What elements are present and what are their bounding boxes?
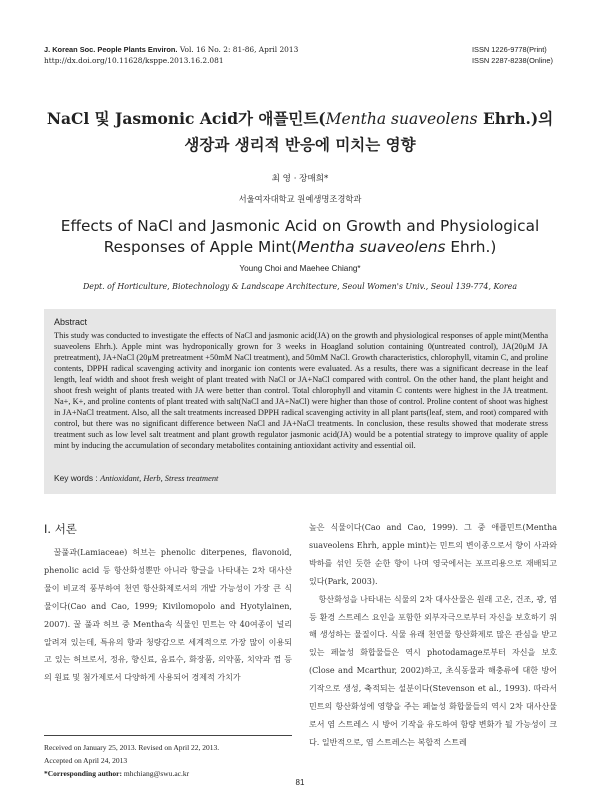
issn-print: ISSN 1226-9778(Print) xyxy=(472,45,547,54)
korean-title-part: NaCl 및 Jasmonic Acid가 애플민트( xyxy=(46,109,326,128)
korean-title-species: Mentha suaveolens xyxy=(325,110,478,128)
english-title-species: Mentha suaveolens xyxy=(297,237,446,256)
abstract-text: This study was conducted to investigate the effects of NaCl and jasmonic acid(JA) on the growth and physiological responses of apple mint(Mentha suaveolens Ehrh.). Apple mint was hydroponically grown for 3 weeks in Hoagland solution containing 0(untreated control), JA(20μM JA pretreatment), JA+NaCl (20μM pretreatment +50mM NaCl treatment), and 50mM NaCl. Growth characteristics, chlorophyll, vitamin C, and proline contents, DPPH radical scavenging activity and inorganic ion contents were evaluated. As a results, there was a significant decrease in the leaf length, leaf width and shoot fresh weight of plant treated with NaCl or JA+NaCl compared with control. On the other hand, the plant height and shoot fresh weight of plants treated with JA were better than control. Total chlorophyll and vitamin C contents were highest in the JA treatment. Na+, K+, and proline contents of plant treated with salt(NaCl and JA+NaCl) were higher than those of control. Proline content of shoot was highest in JA+NaCl treatment. Also, all the salt treatments increased DPPH radical scavenging activity in all plant parts(leaf, stem, and root) compared with control, but there was no significant difference between NaCl and JA+NaCl treatments. In conclusion, these results showed that moderate stress treatment such as low level salt treatment and plant growth regulator jasmonic acid(JA) would be a potential strategy to improve quality of apple mint by inducing the accumulation of secondary metabolites containing antioxidant activity and essential oil. xyxy=(54,331,548,450)
corresponding-label: *Corresponding author: xyxy=(44,769,122,778)
issn-online: ISSN 2287-8238(Online) xyxy=(472,56,553,65)
section-title: Ⅰ. 서론 xyxy=(44,522,77,536)
english-title-part: Ehrh.) xyxy=(445,237,497,256)
corresponding-email[interactable]: mhchiang@swu.ac.kr xyxy=(122,769,190,778)
english-affiliation: Dept. of Horticulture, Biotechnology & Landscape Architecture, Seoul Women's Univ., Seoul 139-774, Korea xyxy=(82,282,518,291)
body-column-right xyxy=(309,519,557,752)
keywords xyxy=(54,473,218,483)
footnote xyxy=(44,741,219,780)
abstract-heading: Abstract xyxy=(54,317,88,327)
keywords-list: Antioxidant, Herb, Stress treatment xyxy=(100,474,219,483)
korean-title xyxy=(20,106,580,157)
journal-volume: Vol. 16 No. 2: 81-86, April 2013 xyxy=(179,45,299,54)
keywords-label: Key words : xyxy=(54,473,101,483)
body-column-left xyxy=(44,544,292,687)
korean-authors: 최 영 · 장매희* xyxy=(271,174,329,184)
body-paragraph: 항산화성을 나타내는 식물의 2차 대사산물은 원래 고온, 건조, 광, 염 등 환경 스트레스 요인을 포함한 외부자극으로부터 자신을 보호하기 위해 생성하는 물질이다. 식물 유래 천연물 항산화제로 많은 관심을 받고 있는 페놀성 화합물들은 역시 photodamage로부터 자신을 보호(Close and Mcarthur, 2002)하고, 초식동물과 해충류에 대한 방어기작으로 생성, 축적되는 설분이다(Stevenson et al., 1993). 따라서 민트의 항산화성에 영향을 주는 페놀성 화합물들의 역시 2차 대사산물로서 염 스트레스 시 방어 기작을 유도하여 함량 변화가 될 가능성이 크다. 일반적으로, 염 스트레스는 복합적 스트레 xyxy=(309,594,557,747)
body-paragraph: 꿀풀과(Lamiaceae) 허브는 phenolic diterpenes, flavonoid, phenolic acid 등 항산화성뿐만 아니라 향글을 나타내는 2차 대사산물이 비교적 풍부하여 천연 항산화제로서의 개발 가능성이 가장 큰 식물이다(Cao and Cao, 1999; Kivilomopolo and Hyotylainen, 2007). 꿀 풀과 허브 중 Mentha속 식물인 민트는 약 40여종이 널리 알려져 있는데, 특유의 향과 청량감으로 세계적으로 가장 많이 이용되고 있는 허브로서, 정유, 향신료, 음료수, 화장품, 의약품, 치약과 껌 등의 원료 및 첨가제로서 다양하게 사용되어 경제적 가치가 xyxy=(44,548,292,683)
english-title-line1: Effects of NaCl and Jasmonic Acid on Growth and Physiological xyxy=(60,217,540,235)
korean-title-part: Ehrh.)의 xyxy=(477,109,554,128)
korean-affiliation: 서울여자대학교 원예생명조경학과 xyxy=(238,194,362,204)
received-date: Received on January 25, 2013. Revised on April 22, 2013. xyxy=(44,743,220,752)
issn-block xyxy=(472,44,553,66)
english-authors: Young Choi and Maehee Chiang* xyxy=(239,264,361,273)
footnote-divider xyxy=(44,735,292,736)
body-paragraph: 높은 식물이다(Cao and Cao, 1999). 그 중 애플민트(Mentha suaveolens Ehrh, apple mint)는 민트의 변이종으로서 향이 사과와 박하를 섞인 듯한 순한 향이 나며 영국에서는 포프리용으로 재배되고 있다(Park, 2003). xyxy=(309,523,557,586)
korean-title-line2: 생장과 생리적 반응에 미치는 영향 xyxy=(184,135,416,154)
doi-link[interactable]: http://dx.doi.org/10.11628/ksppe.2013.16.2.081 xyxy=(44,56,224,65)
accepted-date: Accepted on April 24, 2013 xyxy=(44,756,128,765)
english-title-part: Responses of Apple Mint( xyxy=(103,237,298,256)
page-number: 81 xyxy=(295,778,305,787)
english-title xyxy=(30,216,570,257)
journal-name: J. Korean Soc. People Plants Environ. xyxy=(44,45,178,54)
journal-header xyxy=(44,44,298,66)
